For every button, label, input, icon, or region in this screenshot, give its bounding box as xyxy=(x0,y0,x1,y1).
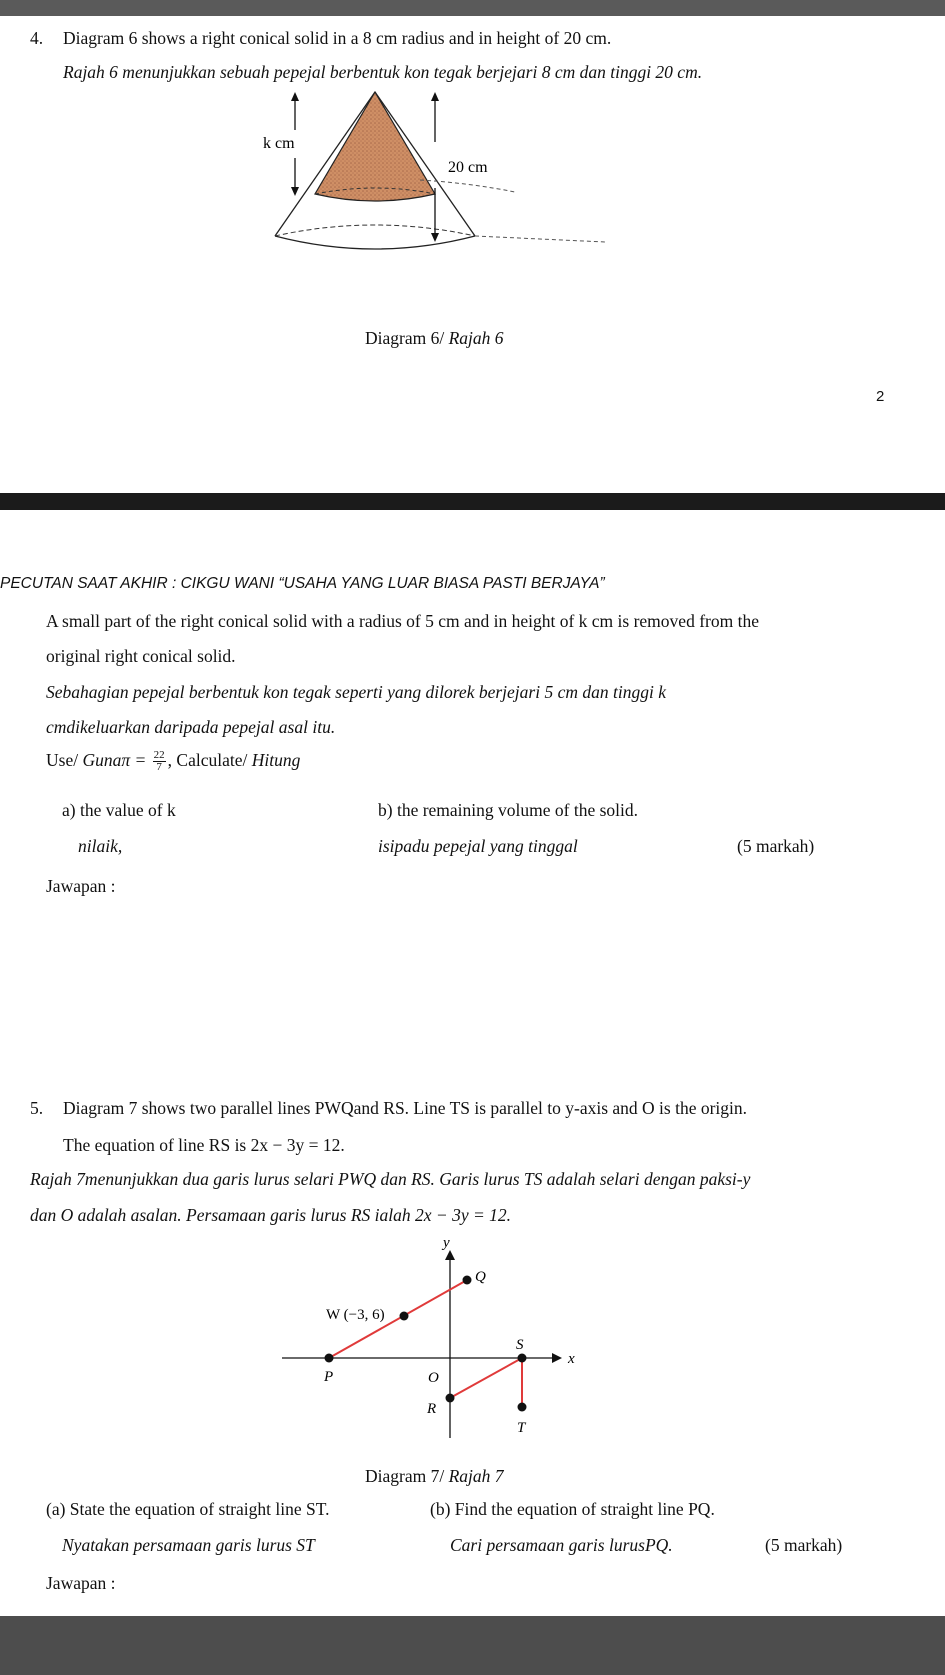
r-label: R xyxy=(427,1401,437,1417)
q5-number: 5. xyxy=(30,1098,44,1118)
point-r xyxy=(446,1394,455,1403)
q4-para-en-1: A small part of the right conical solid with a radius of 5 cm and in height of k cm is removed from the xyxy=(46,611,759,631)
point-q xyxy=(463,1276,472,1285)
s-label: S xyxy=(516,1337,524,1353)
point-w xyxy=(400,1312,409,1321)
diagram6-caption: Diagram 6/ Rajah 6 xyxy=(365,328,504,348)
k-arrow-up xyxy=(291,92,299,101)
cone-diagram xyxy=(263,90,660,280)
t-label: T xyxy=(517,1420,526,1436)
k-arrow-down xyxy=(291,187,299,196)
q5-equation-en: The equation of line RS is 2x − 3y = 12. xyxy=(63,1135,345,1155)
q5-ms-1: Rajah 7menunjukkan dua garis lurus selari PWQ dan RS. Garis lurus TS adalah selari dengan paksi-y xyxy=(30,1169,751,1189)
x-label: x xyxy=(568,1351,575,1367)
q4-statement-ms: Rajah 6 menunjukkan sebuah pepejal berbentuk kon tegak berjejari 8 cm dan tinggi 20 cm. xyxy=(63,62,703,82)
q4-part-a-ms: nilaik, xyxy=(78,836,123,856)
coordinate-diagram xyxy=(282,1236,612,1454)
diagram7-caption: Diagram 7/ Rajah 7 xyxy=(365,1466,504,1486)
q5-ms-2: dan O adalah asalan. Persamaan garis lurus RS ialah 2x − 3y = 12. xyxy=(30,1205,512,1225)
q4-part-a: a) the value of k xyxy=(62,800,176,820)
q4-para-ms-1: Sebahagian pepejal berbentuk kon tegak seperti yang dilorek berjejari 5 cm dan tinggi k xyxy=(46,682,666,702)
q4-answer-label: Jawapan : xyxy=(46,876,116,896)
q4-statement-en: Diagram 6 shows a right conical solid in a 8 cm radius and in height of 20 cm. xyxy=(63,28,612,48)
q4-marks: (5 markah) xyxy=(737,836,815,856)
pi-fraction: $\frac{22}{7}$ xyxy=(153,749,165,774)
top-bar xyxy=(0,0,945,16)
q4-para-ms-2: cmdikeluarkan daripada pepejal asal itu. xyxy=(46,717,336,737)
base-extension-dashed xyxy=(475,236,605,242)
q5-part-b: (b) Find the equation of straight line PQ. xyxy=(430,1499,715,1519)
p-label: P xyxy=(324,1369,334,1385)
o-label: O xyxy=(428,1370,439,1386)
bottom-bar xyxy=(0,1616,945,1675)
q4-number: 4. xyxy=(30,28,44,48)
q4-part-b-ms: isipadu pepejal yang tinggal xyxy=(378,836,578,856)
height-arrow-down xyxy=(431,233,439,242)
y-label: y xyxy=(443,1235,450,1251)
q5-part-a-ms: Nyatakan persamaan garis lurus ST xyxy=(62,1535,315,1555)
q-label: Q xyxy=(475,1269,486,1285)
q4-part-b: b) the remaining volume of the solid. xyxy=(378,800,639,820)
point-p xyxy=(325,1354,334,1363)
removed-cone-shading xyxy=(315,92,435,201)
point-s xyxy=(518,1354,527,1363)
page-separator xyxy=(0,493,945,510)
k-extension-dashed xyxy=(420,180,515,192)
x-axis-arrow xyxy=(552,1353,562,1363)
height-label: 20 cm xyxy=(448,159,488,176)
use-pi-line: Use/ Gunaπ = $\frac{22}{7}$ , Calculate/ Hitung xyxy=(46,749,301,774)
q5-answer-label: Jawapan : xyxy=(46,1573,116,1593)
q4-para-en-2: original right conical solid. xyxy=(46,646,236,666)
q5-statement-en: Diagram 7 shows two parallel lines PWQand RS. Line TS is parallel to y-axis and O is the origin. xyxy=(63,1098,748,1118)
page-header: PECUTAN SAAT AKHIR : CIKGU WANI “USAHA YANG LUAR BIASA PASTI BERJAYA” xyxy=(0,575,605,592)
w-label: W (−3, 6) xyxy=(326,1307,385,1323)
line-rs xyxy=(450,1358,522,1398)
base-back-dashed xyxy=(275,225,475,236)
base-front xyxy=(275,236,475,249)
page-number: 2 xyxy=(876,388,885,405)
q5-marks: (5 markah) xyxy=(765,1535,843,1555)
q5-part-a: (a) State the equation of straight line ST. xyxy=(46,1499,330,1519)
point-t xyxy=(518,1403,527,1412)
q5-part-b-ms: Cari persamaan garis lurusPQ. xyxy=(450,1535,673,1555)
height-arrow-up xyxy=(431,92,439,101)
y-axis-arrow xyxy=(445,1250,455,1260)
k-label: k cm xyxy=(263,135,295,152)
